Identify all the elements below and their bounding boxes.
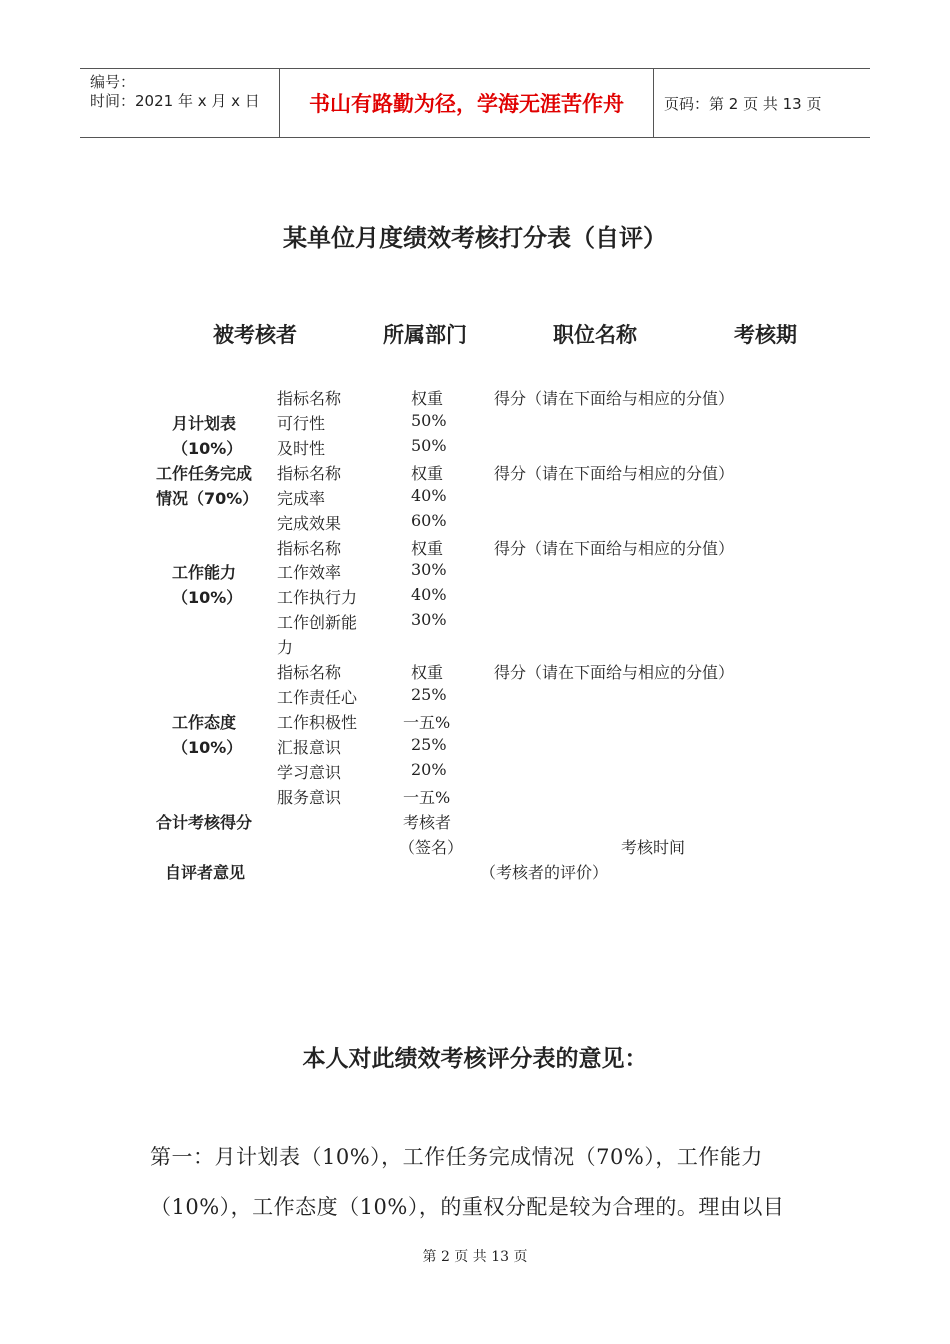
section-work-ability-weight: （10%） [172,588,243,607]
indicator-name: 汇报意识 [277,738,342,757]
indicator-weight: 一五% [403,788,451,807]
indicator-name-continued: 力 [277,638,294,657]
col-header-department: 所属部门 [383,323,467,347]
indicator-name: 完成率 [277,489,326,508]
section-work-ability: 工作能力 [172,563,237,582]
motto: 书山有路勤为径，学海无涯苦作舟 [309,92,624,116]
time-label: 时间：2021 年 x 月 x 日 [90,92,260,110]
header-meta [80,69,280,137]
indicator-name: 工作创新能 [277,613,358,632]
weight-header: 权重 [411,389,444,408]
indicator-name: 工作积极性 [277,713,358,732]
indicator-name: 工作责任心 [277,688,358,707]
score-header: 得分（请在下面给与相应的分值） [494,539,735,558]
signature-label: （签名） [399,838,464,857]
header-motto-cell [280,69,654,137]
indicator-weight: 50% [411,436,447,455]
opinion-title: 本人对此绩效考核评分表的意见： [302,1046,648,1072]
self-opinion-label: 自评者意见 [165,863,246,882]
section-task-completion: 工作任务完成 [156,464,253,483]
opinion-paragraph-line2: （10%），工作态度（10%），的重权分配是较为合理的。理由以目 [150,1195,785,1219]
number-label: 编号： [90,73,136,91]
indicator-weight: 50% [411,411,447,430]
indicator-weight: 30% [411,610,447,629]
indicator-weight: 一五% [403,713,451,732]
indicator-name: 完成效果 [277,514,342,533]
indicator-weight: 60% [411,511,447,530]
assess-time-label: 考核时间 [621,838,686,857]
header-page-cell [654,69,870,137]
indicator-weight: 25% [411,685,447,704]
col-header-period: 考核期 [734,323,797,347]
weight-header: 权重 [411,464,444,483]
indicator-header: 指标名称 [277,389,342,408]
weight-header: 权重 [411,663,444,682]
page-footer: 第 2 页 共 13 页 [422,1249,528,1265]
col-header-assessee: 被考核者 [213,323,297,347]
indicator-header: 指标名称 [277,464,342,483]
section-monthly-plan-weight: （10%） [172,439,243,458]
indicator-name: 工作效率 [277,563,342,582]
indicator-name: 及时性 [277,439,326,458]
col-header-position: 职位名称 [553,323,637,347]
score-header: 得分（请在下面给与相应的分值） [494,464,735,483]
section-monthly-plan: 月计划表 [172,414,237,433]
indicator-header: 指标名称 [277,663,342,682]
indicator-weight: 40% [411,486,447,505]
indicator-name: 可行性 [277,414,326,433]
page-header [80,68,870,138]
indicator-weight: 40% [411,585,447,604]
assessor-comment-label: （考核者的评价） [480,863,609,882]
indicator-weight: 25% [411,735,447,754]
section-task-completion-weight: 情况（70%） [156,489,259,508]
opinion-paragraph-line1: 第一：月计划表（10%），工作任务完成情况（70%），工作能力 [150,1145,763,1169]
indicator-weight: 30% [411,560,447,579]
doc-title: 某单位月度绩效考核打分表（自评） [283,224,667,252]
score-header: 得分（请在下面给与相应的分值） [494,389,735,408]
indicator-name: 学习意识 [277,763,342,782]
section-work-attitude-weight: （10%） [172,738,243,757]
indicator-weight: 20% [411,760,447,779]
weight-header: 权重 [411,539,444,558]
indicator-name: 工作执行力 [277,588,358,607]
indicator-name: 服务意识 [277,788,342,807]
score-header: 得分（请在下面给与相应的分值） [494,663,735,682]
total-score-label: 合计考核得分 [156,813,253,832]
section-work-attitude: 工作态度 [172,713,237,732]
page-info: 页码：第 2 页 共 13 页 [664,94,822,113]
assessor-label: 考核者 [403,813,452,832]
indicator-header: 指标名称 [277,539,342,558]
